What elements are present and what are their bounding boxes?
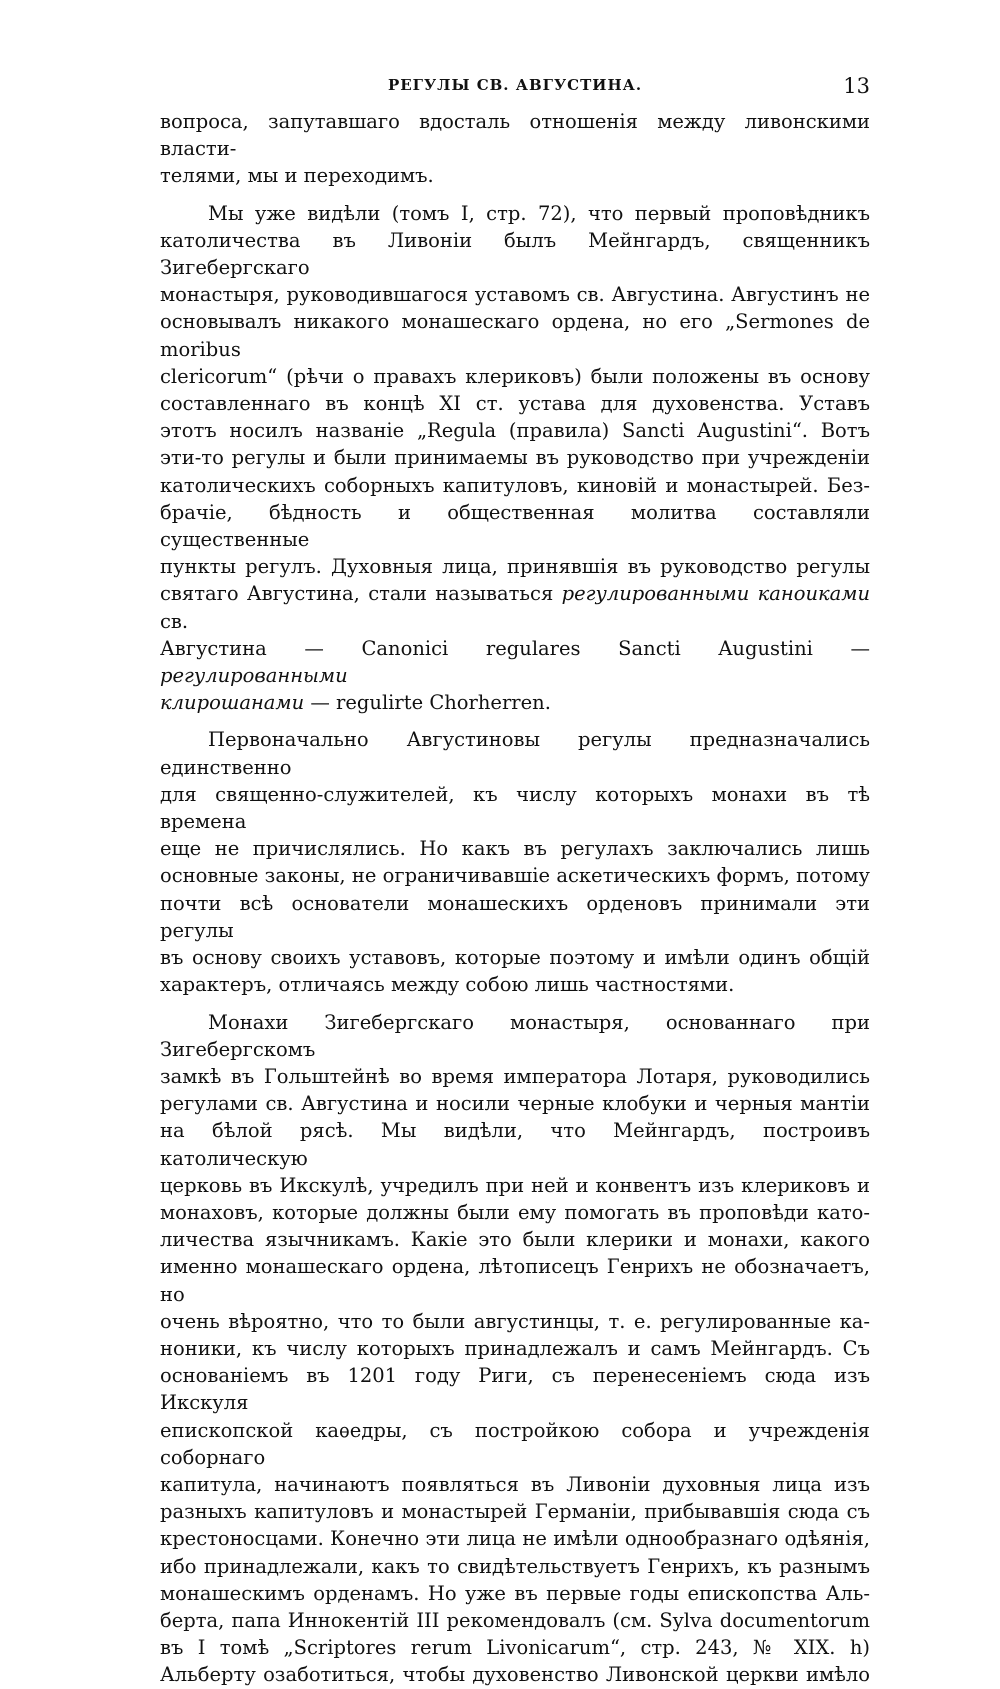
text-line: еще не причислялись. Но какъ въ регулахъ заключались лишь [160,837,870,861]
text-line: пункты регулъ. Духовныя лица, принявшія въ руководство регулы [160,555,870,579]
text-line: Августина — Canonici regulares Sancti Augustini — регулированными [160,636,870,688]
running-title: РЕГУЛЫ СВ. АВГУСТИНА. [387,76,643,94]
page-number: 13 [843,74,870,98]
text-line: церковь въ Икскулѣ, учредилъ при ней и конвентъ изъ клериковъ и [160,1173,870,1197]
text-line: разныхъ капитуловъ и монастырей Германіи, прибывавшія сюда съ [160,1500,870,1524]
text-line: личества язычникамъ. Какіе это были клерики и монахи, какого [160,1228,870,1252]
text-line: монашескимъ орденамъ. Но уже въ первые годы епископства Аль- [160,1581,870,1605]
text-line: брачіе, бѣдность и общественная молитва составляли существенные [160,500,870,552]
page-header [160,72,870,108]
text-line: католичества въ Ливоніи былъ Мейнгардъ, священникъ Зигебергскаго [160,228,870,280]
italic-term: регулированными [160,664,348,688]
text-line: крестоносцами. Конечно эти лица не имѣли однообразнаго одѣянія, [160,1527,870,1551]
text-line: Первоначально Августиновы регулы предназначались единственно [160,728,870,779]
text-line: на бѣлой рясѣ. Мы видѣли, что Мейнгардъ, построивъ католическую [160,1119,870,1170]
text-line: телями, мы и переходимъ. [160,164,434,188]
text-line: ноники, къ числу которыхъ принадлежалъ и самъ Мейнгардъ. Съ [160,1336,870,1360]
text-line: этотъ носилъ названіе „Regula (правила) Sancti Augustini“. Вотъ [160,419,870,443]
text-line: именно монашескаго ордена, лѣтописецъ Генрихъ не обозначаетъ, но [160,1255,870,1306]
text-line: замкѣ въ Гольштейнѣ во время императора Лотаря, руководились [160,1064,870,1088]
text-line: эти-то регулы и были принимаемы въ руководство при учрежденіи [160,446,870,470]
text-line: въ I томѣ „Scriptores rerum Livonicarum“, стр. 243, № XIX. h) [160,1636,870,1660]
text-line: характеръ, отличаясь между собою лишь частностями. [160,973,735,997]
book-page [160,72,870,1689]
text-line: епископской каѳедры, съ постройкою собора и учрежденія соборнаго [160,1418,870,1469]
text-line: основаніемъ въ 1201 году Риги, съ перенесеніемъ сюда изъ Икскуля [160,1364,870,1415]
text-line: основные законы, не ограничивавшіе аскетическихъ формъ, потому [160,864,870,888]
text-line: составленнаго въ концѣ XI ст. устава для духовенства. Уставъ [160,392,870,416]
text-line: капитула, начинаютъ появляться въ Ливоніи духовныя лица изъ [160,1472,870,1496]
text-line: клирошанами — regulirte Chorherren. [160,691,551,715]
text-line: очень вѣроятно, что то были августинцы, т. е. регулированные ка- [160,1309,870,1333]
body-text [160,108,870,1689]
italic-term: клирошанами [160,691,305,715]
text-line: основывалъ никакого монашескаго ордена, но его „Sermones de moribus [160,310,870,361]
text-line: ибо принадлежали, какъ то свидѣтельствуетъ Генрихъ, къ разнымъ [160,1554,870,1578]
text-line: вопроса, запутавшаго вдосталь отношенія между ливонскими власти- [160,110,870,161]
italic-term: регулированными каноиками [561,582,871,606]
text-line: Монахи Зигебергскаго монастыря, основаннаго при Зигебергскомъ [160,1010,870,1061]
text-line: берта, папа Иннокентій III рекомендовалъ (см. Sylva documentorum [160,1608,870,1632]
text-line: регулами св. Августина и носили черные клобуки и черныя мантіи [160,1092,870,1116]
text-line: въ основу своихъ уставовъ, которые поэтому и имѣли одинъ общій [160,946,870,970]
text-line: монастыря, руководившагося уставомъ св. Августина. Августинъ не [160,283,870,307]
text-line: святаго Августина, стали называться регулированными каноиками св. [160,582,871,633]
text-line: католическихъ соборныхъ капитуловъ, киновій и монастырей. Без- [160,473,870,497]
text-line: монаховъ, которые должны были ему помогать въ проповѣди като- [160,1200,870,1224]
text-line: clericorum“ (рѣчи о правахъ клериковъ) были положены въ основу [160,364,870,388]
text-line: почти всѣ основатели монашескихъ орденовъ принимали эти регулы [160,891,870,942]
text-line: Мы уже видѣли (томъ I, стр. 72), что первый проповѣдникъ [208,201,870,225]
text-line: для священно-служителей, къ числу которыхъ монахи въ тѣ времена [160,782,870,834]
text-line: Альберту озаботиться, чтобы духовенство Ливонской церкви имѣло [160,1663,870,1687]
